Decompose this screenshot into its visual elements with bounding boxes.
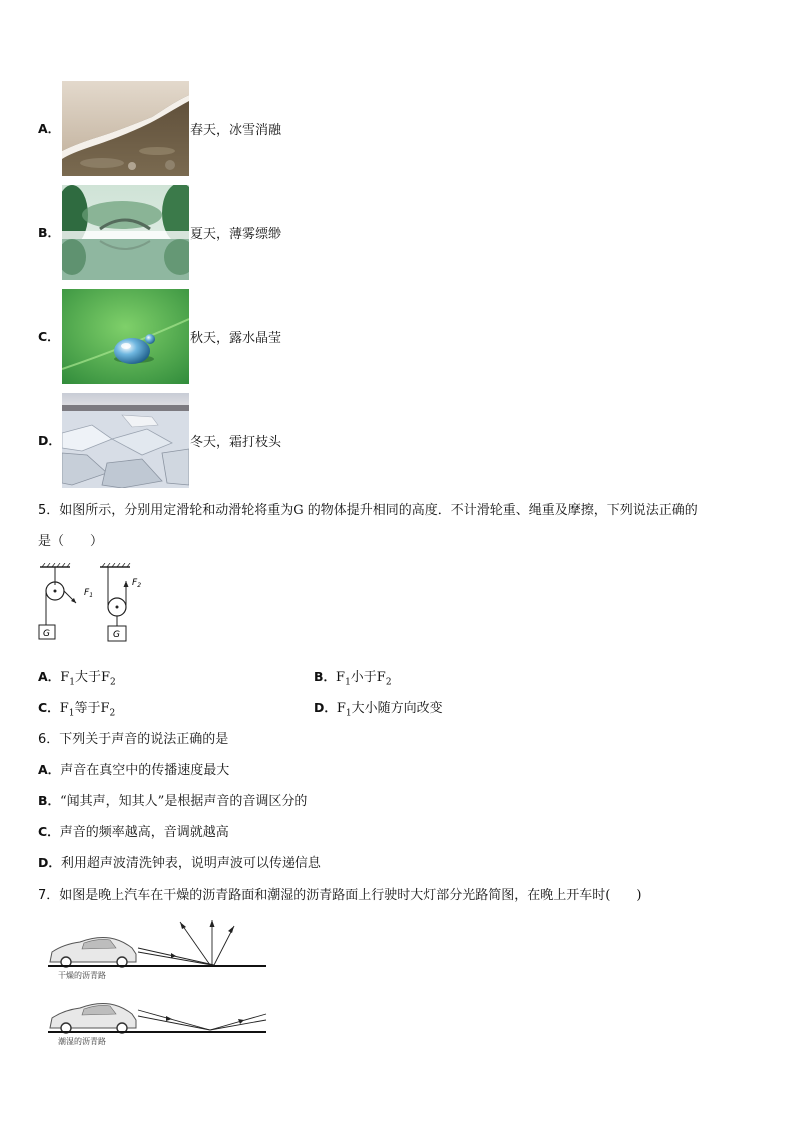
q5-option-c[interactable]: C．$F_1$等于$F_2$ [38, 700, 116, 719]
g-left-label: G [43, 629, 50, 639]
frozen-river-photo [62, 393, 189, 488]
q6-option-d[interactable]: D．利用超声波清洗钟表，说明声波可以传递信息 [38, 855, 321, 871]
option-a-letter: A． [38, 121, 61, 136]
q6-option-c[interactable]: C．声音的频率越高，音调就越高 [38, 824, 229, 840]
option-d-text: 冬天，霜打枝头 [190, 434, 282, 450]
q6-option-a[interactable]: A．声音在真空中的传播速度最大 [38, 762, 230, 778]
q5-option-d[interactable]: D．$F_1$大小随方向改变 [314, 700, 443, 719]
wet-road-diagram [48, 1004, 266, 1047]
q6-option-b[interactable]: B．“闻其声，知其人”是根据声音的音调区分的 [38, 793, 308, 809]
q5-option-b[interactable]: B．$F_1$小于$F_2$ [314, 669, 392, 688]
option-d[interactable] [38, 392, 281, 488]
misty-lake-photo [62, 185, 189, 280]
g-right-label: G [113, 630, 120, 640]
melting-ice-photo [62, 81, 189, 176]
f2-label: $F_2$ [132, 578, 142, 589]
option-c-text: 秋天，露水晶莹 [190, 330, 282, 346]
q5-stem-text1: 如图所示，分别用定滑轮和动滑轮将重为G 的物体提升相同的高度．不计滑轮重、绳重及摩擦，下列说法正确的 [59, 503, 698, 518]
headlight-figure [44, 918, 268, 1046]
dew-on-leaf-photo [62, 289, 189, 384]
q5-stem-line1 [38, 499, 698, 518]
option-a-text: 春天，冰雪消融 [190, 122, 282, 138]
option-b-letter: B． [38, 225, 61, 240]
option-d-letter: D． [38, 433, 61, 448]
dry-road-diagram [48, 920, 266, 980]
option-b-text: 夏天，薄雾缥缈 [190, 226, 282, 242]
option-c-letter: C． [38, 329, 60, 344]
q7-stem: 7．如图是晚上汽车在干燥的沥青路面和潮湿的沥青路面上行驶时大灯部分光路简图，在晚上开车时( ) [38, 888, 642, 903]
q5-number: 5． [38, 503, 60, 518]
q5-stem-line2: 是（ ） [38, 534, 104, 549]
option-a[interactable] [38, 80, 281, 176]
q5-option-a[interactable]: A．$F_1$大于$F_2$ [38, 669, 116, 688]
pulley-figure [38, 563, 148, 647]
f1-label: $F_1$ [84, 588, 94, 599]
option-b[interactable] [38, 184, 281, 280]
q6-stem: 6．下列关于声音的说法正确的是 [38, 732, 229, 747]
wet-road-label: 潮湿的沥青路 [58, 1037, 106, 1046]
option-c[interactable] [38, 288, 281, 384]
dry-road-label: 干燥的沥青路 [58, 971, 106, 980]
